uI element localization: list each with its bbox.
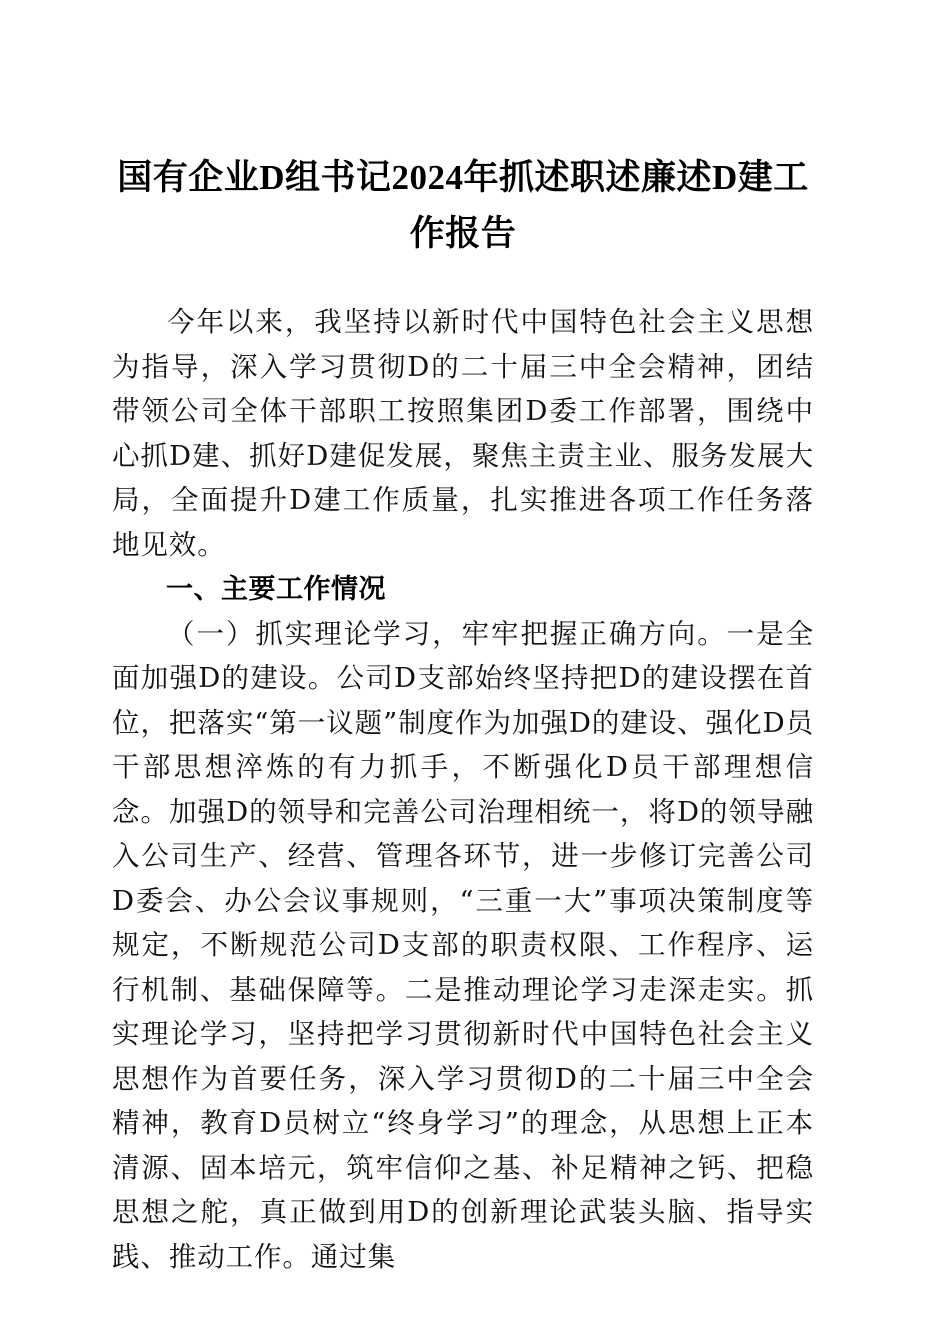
opening-paragraph: 今年以来，我坚持以新时代中国特色社会主义思想为指导，深入学习贯彻D的二十届三中全会精神，团结带领公司全体干部职工按照集团D委工作部署，围绕中心抓D建、抓好D建促发展，聚焦主责主业、服务发展大局，全面提升D建工作质量，扎实推进各项工作任务落地见效。: [112, 306, 814, 561]
subsection-1-paragraph: （一）抓实理论学习，牢牢把握正确方向。一是全面加强D的建设。公司D支部始终坚持把D的建设摆在首位，把落实“第一议题”制度作为加强D的建设、强化D员干部思想淬炼的有力抓手，不断强化D员干部理想信念。加强D的领导和完善公司治理相统一，将D的领导融入公司生产、经营、管理各环节，进一步修订完善公司D委会、办公会议事规则，“三重一大”事项决策制度等规定，不断规范公司D支部的职责权限、工作程序、运行机制、基础保障等。二是推动理论学习走深走实。抓实理论学习，坚持把学习贯彻新时代中国特色社会主义思想作为首要任务，深入学习贯彻D的二十届三中全会精神，教育D员树立“终身学习”的理念，从思想上正本清源、固本培元，筑牢信仰之基、补足精神之钙、把稳思想之舵，真正做到用D的创新理论武装头脑、指导实践、推动工作。通过集: [112, 617, 814, 1273]
section-heading-1: 一、主要工作情况: [166, 574, 386, 604]
document-content-area: [112, 150, 814, 1279]
title-body-spacer: [112, 264, 814, 300]
document-title: 国有企业D组书记2024年抓述职述廉述D建工作报告: [117, 158, 809, 253]
